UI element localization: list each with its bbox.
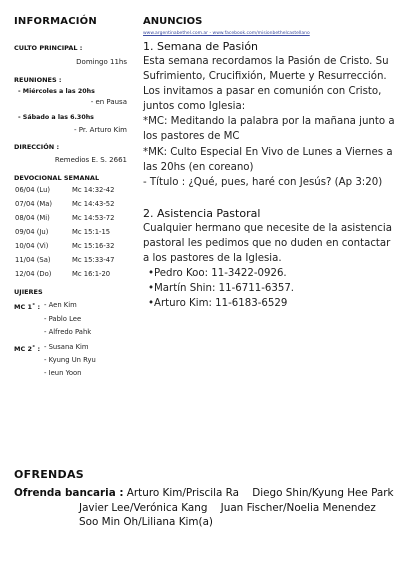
devocional-ref: Mc 14:32-42: [72, 186, 115, 194]
informacion-title: INFORMACIÓN: [14, 16, 97, 27]
contact-item: •Martín Shin: 11-6711-6357.: [148, 283, 295, 294]
announcement-line: Esta semana recordamos la Pasión de Cristo. Su: [143, 56, 389, 67]
announcement-heading: 1. Semana de Pasión: [143, 40, 259, 53]
mc1-label: MC 1˚ :: [14, 303, 41, 311]
direccion-label: DIRECCIÓN :: [14, 143, 60, 151]
announcement-line: pastoral les pedimos que no duden en contactar: [143, 238, 391, 249]
announcement-line: Cualquier hermano que necesite de la asistencia: [143, 223, 392, 234]
reuniones-label: REUNIONES :: [14, 76, 62, 84]
direccion-value: Remedios E. S. 2661: [54, 156, 127, 164]
announcement-line: Los invitamos a pasar en comunión con Cristo,: [143, 86, 382, 97]
devocional-ref: Mc 14:53-72: [72, 214, 115, 222]
announcement-line: *MK: Culto Especial En Vivo de Lunes a Viernes a: [143, 147, 393, 158]
devocional-ref: Mc 14:43-52: [72, 200, 115, 208]
ofrenda-line: [14, 487, 394, 499]
announcement-line: *MC: Meditando la palabra por la mañana junto a: [143, 116, 395, 127]
devocional-day: 06/04 (Lu): [15, 186, 51, 194]
announcement-line: - Título : ¿Qué, pues, haré con Jesús? (Ap 3:20): [143, 177, 383, 188]
announcement-line: juntos como Iglesia:: [143, 101, 246, 112]
contact-item: •Pedro Koo: 11-3422-0926.: [148, 268, 287, 279]
announcement-heading: 2. Asistencia Pastoral: [143, 207, 261, 220]
announcement-line: las 20hs (en coreano): [143, 162, 254, 173]
devocional-ref: Mc 16:1-20: [72, 270, 111, 278]
bank-label: Ofrenda bancaria :: [14, 487, 124, 499]
website-links[interactable]: www.argentinabethel.com.ar - www.facebook.com/misionbethelcastellano: [143, 31, 310, 36]
usher-name: - Kyung Un Ryu: [44, 356, 96, 364]
usher-name: - Aen Kim: [44, 301, 77, 309]
devocional-day: 10/04 (Vi): [15, 242, 49, 250]
announcement-line: los pastores de MC: [143, 131, 240, 142]
contact-item: •Arturo Kim: 11-6183-6529: [148, 298, 288, 309]
culto-label: CULTO PRINCIPAL :: [14, 44, 83, 52]
mc2-label: MC 2˚ :: [14, 345, 41, 353]
culto-value: Domingo 11hs: [76, 58, 127, 66]
devocional-day: 08/04 (Mi): [15, 214, 50, 222]
ujieres-label: UJIERES: [14, 288, 43, 296]
usher-name: - Alfredo Pahk: [44, 328, 92, 336]
devocional-day: 12/04 (Do): [15, 270, 52, 278]
bank-accounts: Arturo Kim/Priscila Ra Diego Shin/Kyung Hee Park: [126, 487, 394, 499]
devocional-ref: Mc 15:16-32: [72, 242, 115, 250]
reunion1-day: - Miércoles a las 20hs: [18, 88, 95, 95]
usher-name: - Susana Kim: [44, 343, 89, 351]
announcement-line: Sufrimiento, Crucifixión, Muerte y Resurrección.: [143, 71, 387, 82]
usher-name: - Pablo Lee: [44, 315, 82, 323]
devocional-day: 09/04 (Ju): [15, 228, 49, 236]
reunion2-detail: - Pr. Arturo Kim: [74, 126, 127, 134]
bank-accounts: Soo Min Oh/Liliana Kim(a): [79, 516, 213, 528]
devocional-ref: Mc 15:1-15: [72, 228, 111, 236]
devocional-ref: Mc 15:33-47: [72, 256, 115, 264]
devocional-label: DEVOCIONAL SEMANAL: [14, 174, 100, 182]
devocional-day: 11/04 (Sa): [15, 256, 51, 264]
announcement-line: a los pastores de la Iglesia.: [143, 253, 282, 264]
bank-accounts: Javier Lee/Verónica Kang Juan Fischer/Noelia Menendez: [79, 502, 376, 514]
reunion2-day: - Sábado a las 6.30hs: [18, 114, 94, 121]
ofrendas-title: OFRENDAS: [14, 468, 85, 481]
usher-name: - Ieun Yoon: [44, 369, 82, 377]
reunion1-detail: - en Pausa: [90, 98, 127, 106]
anuncios-title: ANUNCIOS: [143, 16, 203, 27]
devocional-day: 07/04 (Ma): [15, 200, 53, 208]
